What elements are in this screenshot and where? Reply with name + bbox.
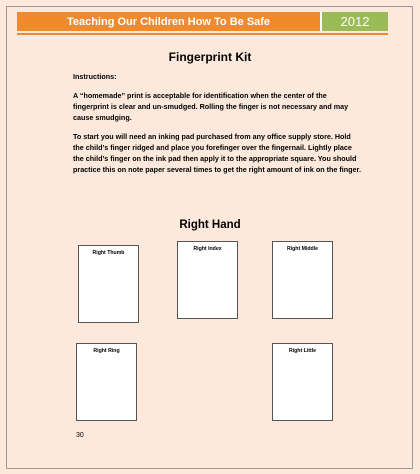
header-title: Teaching Our Children How To Be Safe xyxy=(17,12,320,31)
header-divider xyxy=(17,33,388,35)
fingerprint-label-right-thumb: Right Thumb xyxy=(92,250,125,256)
fingerprint-box-right-index xyxy=(177,241,238,319)
header-bar xyxy=(17,12,388,31)
instructions-paragraph-1: A “homemade” print is acceptable for identification when the center of the fingerprint is clear and un-smudged. Rolling the finger is not necessary and may cause smudging. xyxy=(73,91,349,122)
instructions-label: Instructions: xyxy=(73,72,117,81)
fingerprint-box-right-middle xyxy=(272,241,333,319)
instructions-paragraph-2: To start you will need an inking pad purchased from any office supply store. Hold the child’s finger ridged and place you forefinger over the fingernail. Lightly place the child’s finger on the ink pad then apply it to the appropriate square. You should practice this on note paper several times to get the right amount of ink on the finger. xyxy=(73,132,361,174)
page-number: 30 xyxy=(76,432,84,439)
fingerprint-box-right-ring xyxy=(76,343,137,421)
fingerprint-label-right-middle: Right Middle xyxy=(286,246,319,252)
document-title: Fingerprint Kit xyxy=(168,50,252,64)
fingerprint-label-right-little: Right Little xyxy=(288,348,317,354)
fingerprint-label-right-index: Right Index xyxy=(193,246,222,252)
fingerprint-box-right-thumb xyxy=(78,245,139,323)
fingerprint-label-right-ring: Right Ring xyxy=(93,348,120,354)
fingerprint-box-right-little xyxy=(272,343,333,421)
section-title-right-hand: Right Hand xyxy=(179,219,241,231)
header-year: 2012 xyxy=(320,12,388,31)
